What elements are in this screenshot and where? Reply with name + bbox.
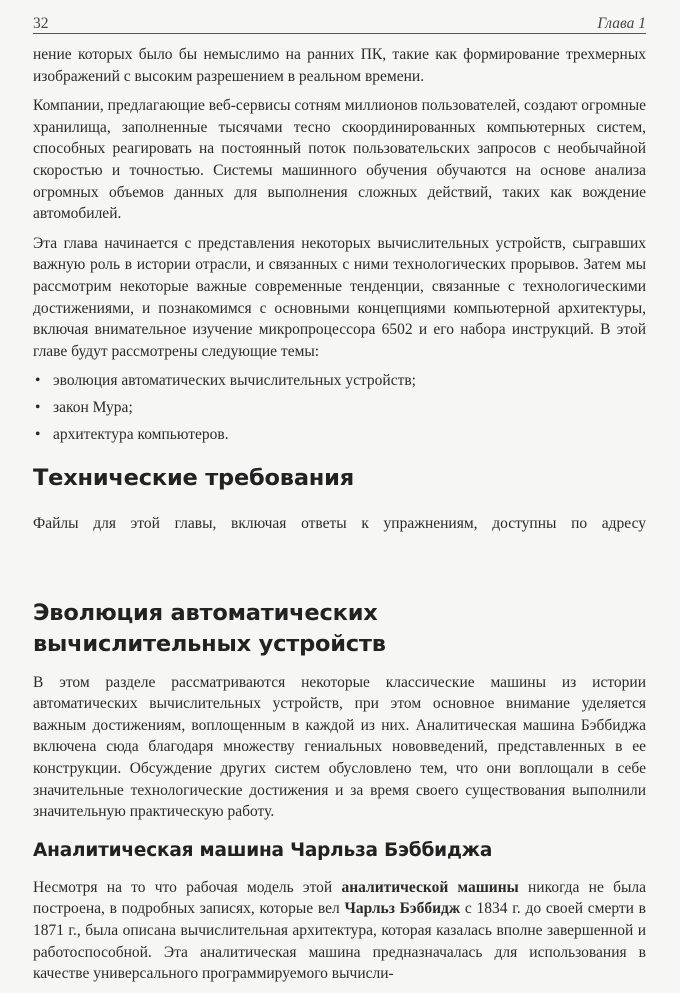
paragraph-files: Файлы для этой главы, включая ответы к упражнениям, доступны по адресу — [33, 515, 646, 533]
term-analytical-engine: аналитической машины — [341, 878, 519, 896]
chapter-title: Глава 1 — [597, 15, 646, 32]
heading-babbage: Аналитическая машина Чарльза Бэббиджа — [33, 839, 493, 861]
list-item: • эволюция автоматических вычислительных устройств; — [33, 370, 646, 392]
heading-evolution-line2: вычислительных устройств — [33, 630, 386, 657]
term-charles-babbage: Чарльз Бэббидж — [344, 900, 461, 918]
paragraph-web-services: Компании, предлагающие веб-сервисы сотням миллионов пользователей, создают огромные хранилища, заполненные тысячами тесно скоординированных компьютерных систем, способных реагировать на постоянный поток пользовательских запросов с необычайной скоростью и точностью. Системы машинного обучения обучаются на основе анализа огромных объемов данных для выполнения сложных действий, таких как вождение автомобилей. — [33, 97, 646, 223]
babbage-text-2: никогда не была построена, в подробных записях, которые вел — [33, 878, 647, 918]
list-item: • архитектура компьютеров. — [33, 424, 646, 446]
topics-list — [33, 370, 646, 445]
paragraph-chapter-intro: Эта глава начинается с представления некоторых вычислительных устройств, сыгравших важную роль в истории отрасли, и связанных с ними технологических прорывов. Затем мы рассмотрим некоторые важные современные тенденции, связанные с технологическими достижениями, и познакомимся с основными концепциями компьютерной архитектуры, включая внимательное изучение микропроцессора 6502 и его набора инструкций. В этой главе будут рассмотрены следующие темы: — [33, 234, 646, 360]
heading-evolution — [33, 598, 646, 660]
page-header — [33, 0, 646, 34]
paragraph-evolution: В этом разделе рассматриваются некоторые классические машины из истории автоматических вычислительных устройств, при этом основное внимание уделяется важным достижениям, воплощенным в каждой из них. Аналитическая машина Бэббиджа включена сюда благодаря множеству гениальных нововведений, представленных в ее конструкции. Обсуждение других систем обусловлено тем, что они воплощали в себе значительные технологические достижения и за время своего существования выполнили значительную практическую работу. — [33, 673, 646, 821]
heading-technical-requirements: Технические требования — [33, 465, 354, 492]
paragraph-continuation: нение которых было бы немыслимо на ранних ПК, такие как формирование трехмерных изображений с высоким разрешением в реальном времени. — [33, 46, 646, 85]
paragraph-babbage — [33, 877, 646, 985]
babbage-text-1: Несмотря на то что рабочая модель этой — [33, 878, 342, 896]
heading-evolution-line1: Эволюция автоматических — [33, 599, 378, 626]
list-item: • закон Мура; — [33, 397, 646, 419]
page-number: 32 — [33, 15, 49, 32]
babbage-text-3: с 1834 г. до своей смерти в 1871 г., была описана вычислительная архитектура, которая казалась вполне завершенной и работоспособной. Эта аналитическая машина предназначалась для использования в качестве универсального программируемого вычисли- — [33, 900, 646, 983]
